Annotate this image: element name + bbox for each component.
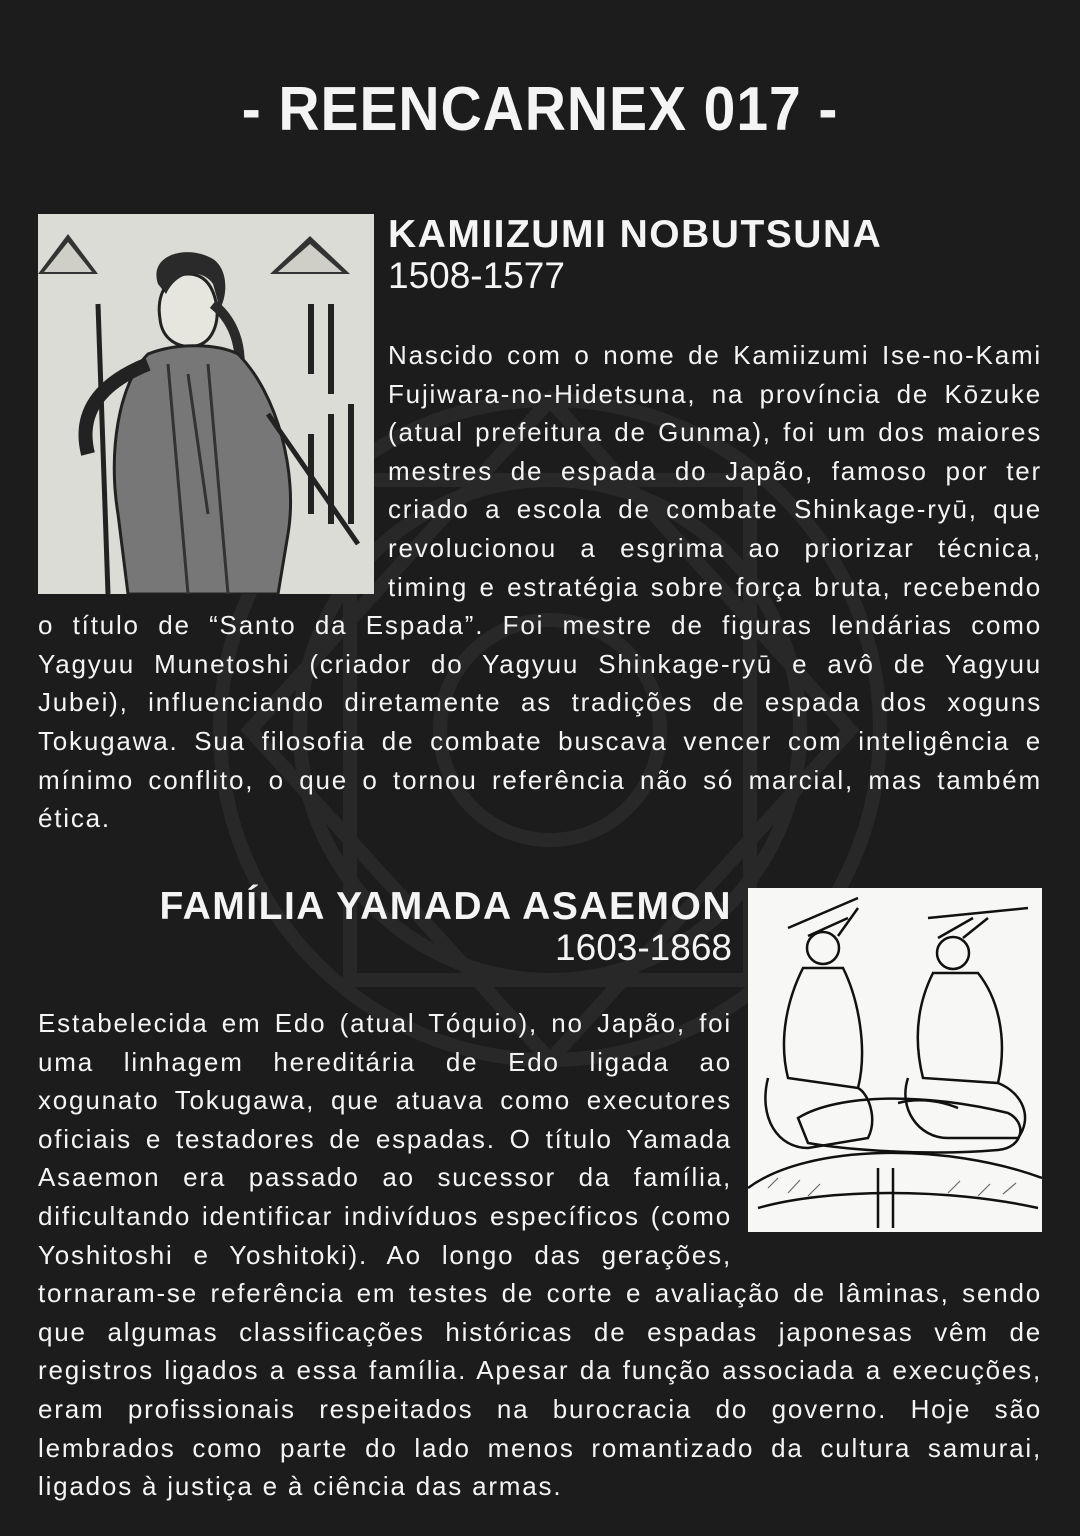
ukiyo-e-samurai-illustration: [38, 214, 374, 594]
section-kamiizumi: [38, 214, 1042, 838]
section-years: 1508-1577: [388, 255, 565, 296]
section-years: 1603-1868: [555, 927, 732, 968]
section-body-text: Estabelecida em Edo (atual Tóquio), no Japão, foi uma linhagem hereditária de Edo ligada ao xogunato Tokugawa, que atuava como executores oficiais e testadores de espadas. O título Yamada Asaemon era passado ao sucessor da família, dificultando identificar indivíduos específicos (como Yoshitoshi e Yoshitoki). Ao longo das gerações, tornaram-se referência em testes de corte e avaliação de lâminas, sendo que algumas classificações históricas de espadas japonesas vêm de registros ligados a essa família. Apesar da função associada a execuções, eram profissionais respeitados na burocracia do governo. Hoje são lembrados como parte do lado menos romantizado da cultura samurai, ligados à justiça e à ciência das armas.: [38, 1008, 1042, 1502]
section-body-text: Nascido com o nome de Kamiizumi Ise-no-Kami Fujiwara-no-Hidetsuna, na província de Kōzuke (atual prefeitura de Gunma), foi um dos maiores mestres de espada do Japão, famoso por ter criado a escola de combate Shinkage-ryū, que revolucionou a esgrima ao priorizar técnica, timing e estratégia sobre força bruta, recebendo o título de “Santo da Espada”. Foi mestre de figuras lendárias como Yagyuu Munetoshi (criador do Yagyuu Shinkage-ryū e avô de Yagyuu Jubei), influenciando diretamente as tradições de espada dos xoguns Tokugawa. Sua filosofia de combate buscava vencer com inteligência e mínimo conflito, o que o tornou referência não só marcial, mas também ética.: [38, 340, 1042, 834]
kamiizumi-portrait-image: [38, 214, 374, 594]
section-name: FAMÍLIA YAMADA ASAEMON: [159, 885, 732, 928]
section-yamada-asaemon: [38, 886, 1042, 1506]
page-title: - REENCARNEX 017 -: [241, 75, 839, 144]
yamada-asaemon-illustration: [748, 888, 1042, 1232]
section-name: KAMIIZUMI NOBUTSUNA: [388, 213, 883, 256]
execution-scene-illustration: [748, 888, 1042, 1232]
